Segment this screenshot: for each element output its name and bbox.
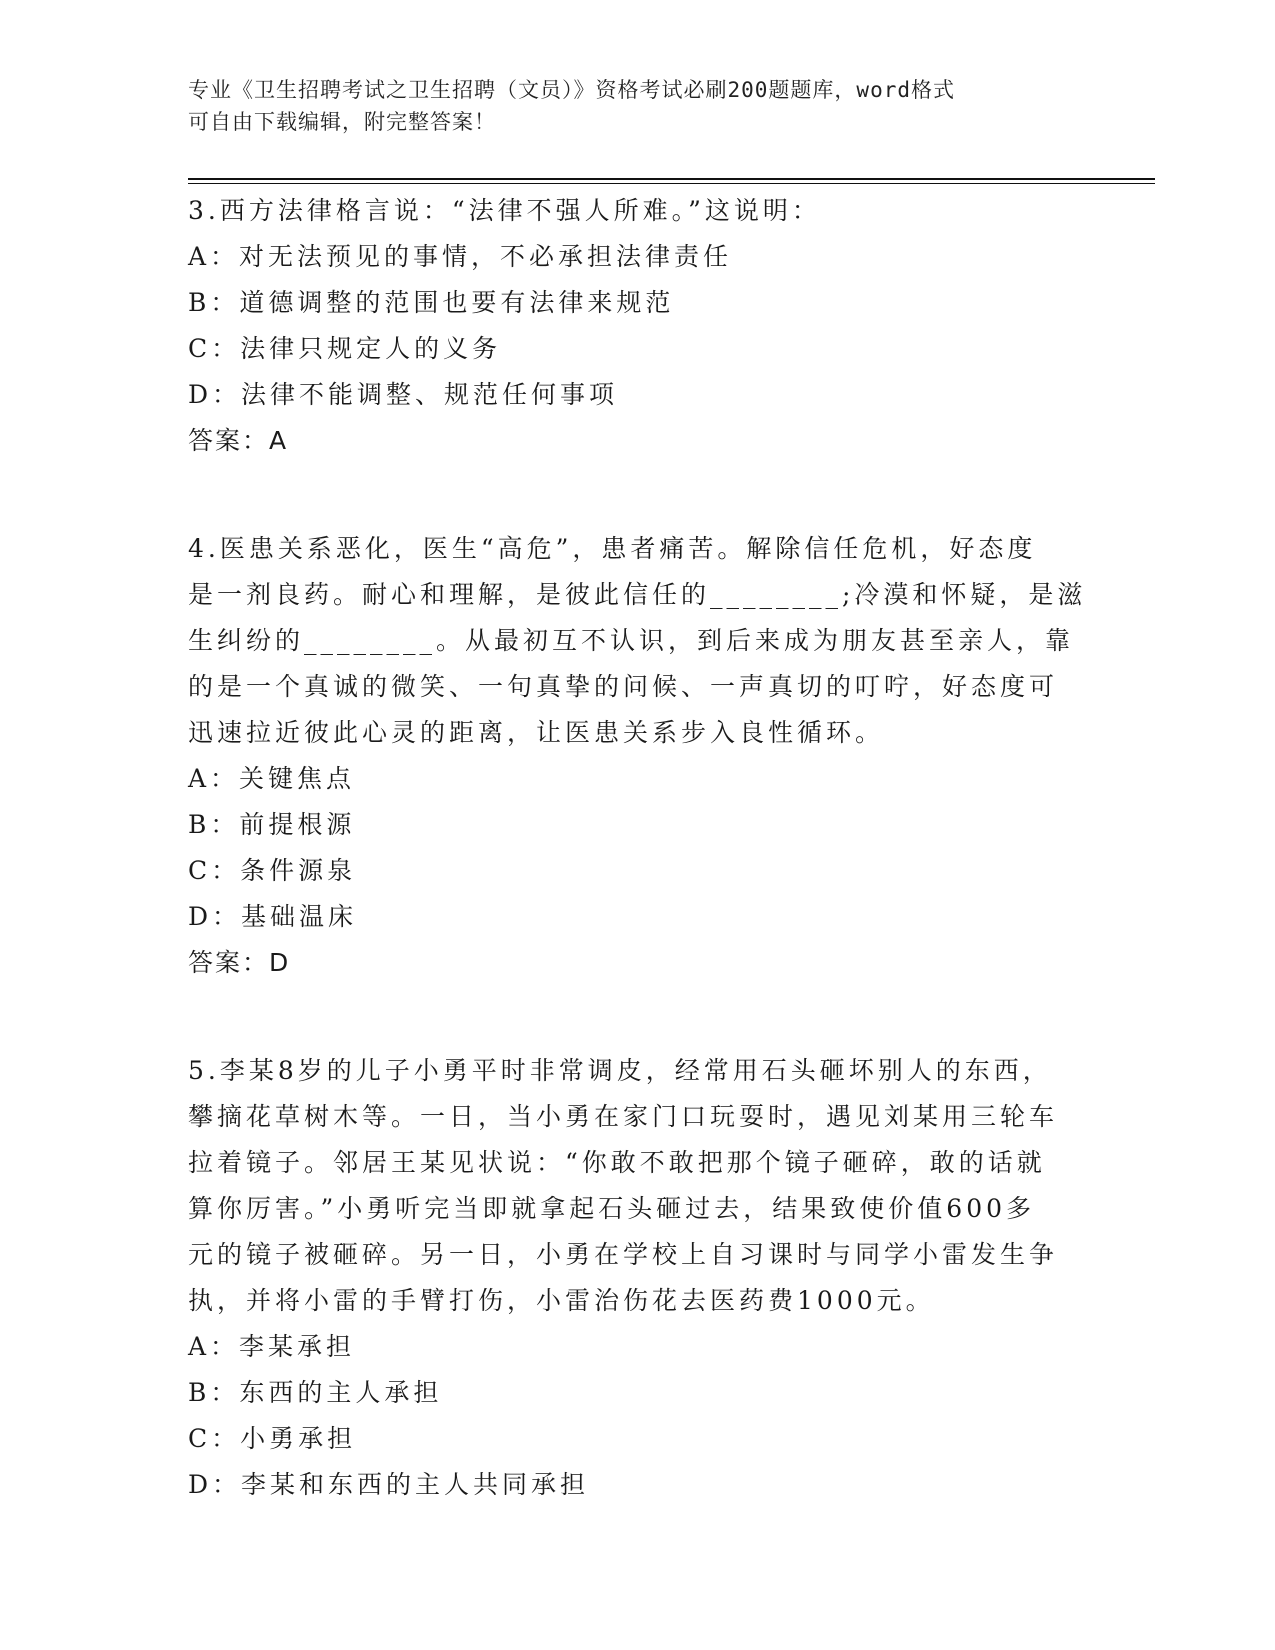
- question-5-option-b: B：东西的主人承担: [188, 1378, 443, 1407]
- question-3: [188, 188, 1088, 464]
- question-3-option-a: A：对无法预见的事情，不必承担法律责任: [188, 242, 733, 271]
- question-5-option-a: A：李某承担: [188, 1332, 356, 1361]
- header-line-1: 专业《卫生招聘考试之卫生招聘（文员）》资格考试必刷200题题库，word格式: [188, 78, 955, 102]
- question-5-stem-line-1: 5.李某8岁的儿子小勇平时非常调皮，经常用石头砸坏别人的东西，: [188, 1056, 1052, 1085]
- question-5-stem-line-6: 执，并将小雷的手臂打伤，小雷治伤花去医药费1000元。: [188, 1286, 935, 1315]
- question-4-option-b: B：前提根源: [188, 810, 356, 839]
- question-4-stem-line-1: 4.医患关系恶化，医生“高危”，患者痛苦。解除信任危机，好态度: [188, 534, 1037, 563]
- question-5-option-d: D：李某和东西的主人共同承担: [188, 1470, 590, 1499]
- question-3-option-d: D：法律不能调整、规范任何事项: [188, 380, 619, 409]
- header-divider: [188, 178, 1155, 184]
- question-5-stem-line-4: 算你厉害。”小勇听完当即就拿起石头砸过去，结果致使价值600多: [188, 1194, 1036, 1223]
- question-4-option-a: A：关键焦点: [188, 764, 356, 793]
- question-5-option-c: C：小勇承担: [188, 1424, 357, 1453]
- question-3-option-c: C：法律只规定人的义务: [188, 334, 502, 363]
- question-4: [188, 526, 1088, 986]
- question-3-stem: 3.西方法律格言说：“法律不强人所难。”这说明：: [188, 196, 821, 225]
- question-4-answer: 答案：D: [188, 948, 291, 977]
- document-header: [188, 74, 1068, 138]
- question-5-stem-line-3: 拉着镜子。邻居王某见状说：“你敢不敢把那个镜子砸碎，敢的话就: [188, 1148, 1046, 1177]
- question-5-stem-line-5: 元的镜子被砸碎。另一日，小勇在学校上自习课时与同学小雷发生争: [188, 1240, 1059, 1269]
- question-5-stem-line-2: 攀摘花草树木等。一日，当小勇在家门口玩耍时，遇见刘某用三轮车: [188, 1102, 1059, 1131]
- question-4-option-d: D：基础温床: [188, 902, 358, 931]
- question-5: [188, 1048, 1088, 1508]
- question-4-stem-line-5: 迅速拉近彼此心灵的距离，让医患关系步入良性循环。: [188, 718, 885, 747]
- question-4-stem-line-3: 生纠纷的________。从最初互不认识，到后来成为朋友甚至亲人，靠: [188, 626, 1075, 655]
- question-4-stem-line-4: 的是一个真诚的微笑、一句真挚的问候、一声真切的叮咛，好态度可: [188, 672, 1059, 701]
- question-3-option-b: B：道德调整的范围也要有法律来规范: [188, 288, 675, 317]
- question-3-answer: 答案：A: [188, 426, 289, 455]
- question-4-stem-line-2: 是一剂良药。耐心和理解，是彼此信任的________;冷漠和怀疑，是滋: [188, 580, 1087, 609]
- header-line-2: 可自由下载编辑，附完整答案！: [188, 110, 496, 134]
- question-4-option-c: C：条件源泉: [188, 856, 357, 885]
- question-list: [188, 188, 1088, 1508]
